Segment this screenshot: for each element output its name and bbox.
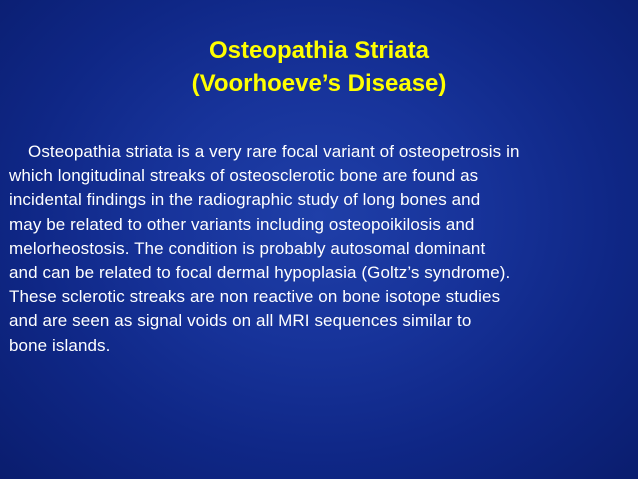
body-line: may be related to other variants including osteopoikilosis and	[9, 214, 475, 234]
slide-body-text	[9, 140, 634, 358]
body-line: melorheostosis. The condition is probably autosomal dominant	[9, 238, 486, 258]
body-line: incidental findings in the radiographic study of long bones and	[9, 190, 481, 210]
body-line: which longitudinal streaks of osteosclerotic bone are found as	[9, 166, 479, 186]
body-line: and can be related to focal dermal hypoplasia (Goltz’s syndrome).	[9, 263, 511, 283]
title-line-1: Osteopathia Striata	[208, 37, 430, 64]
slide-title	[0, 34, 638, 100]
body-line: These sclerotic streaks are non reactive on bone isotope studies	[9, 287, 501, 307]
body-line: and are seen as signal voids on all MRI sequences similar to	[9, 311, 472, 331]
title-line-2: (Voorhoeve’s Disease)	[191, 70, 447, 97]
body-line: bone islands.	[9, 335, 111, 355]
body-line: Osteopathia striata is a very rare focal variant of osteopetrosis in	[28, 142, 520, 161]
